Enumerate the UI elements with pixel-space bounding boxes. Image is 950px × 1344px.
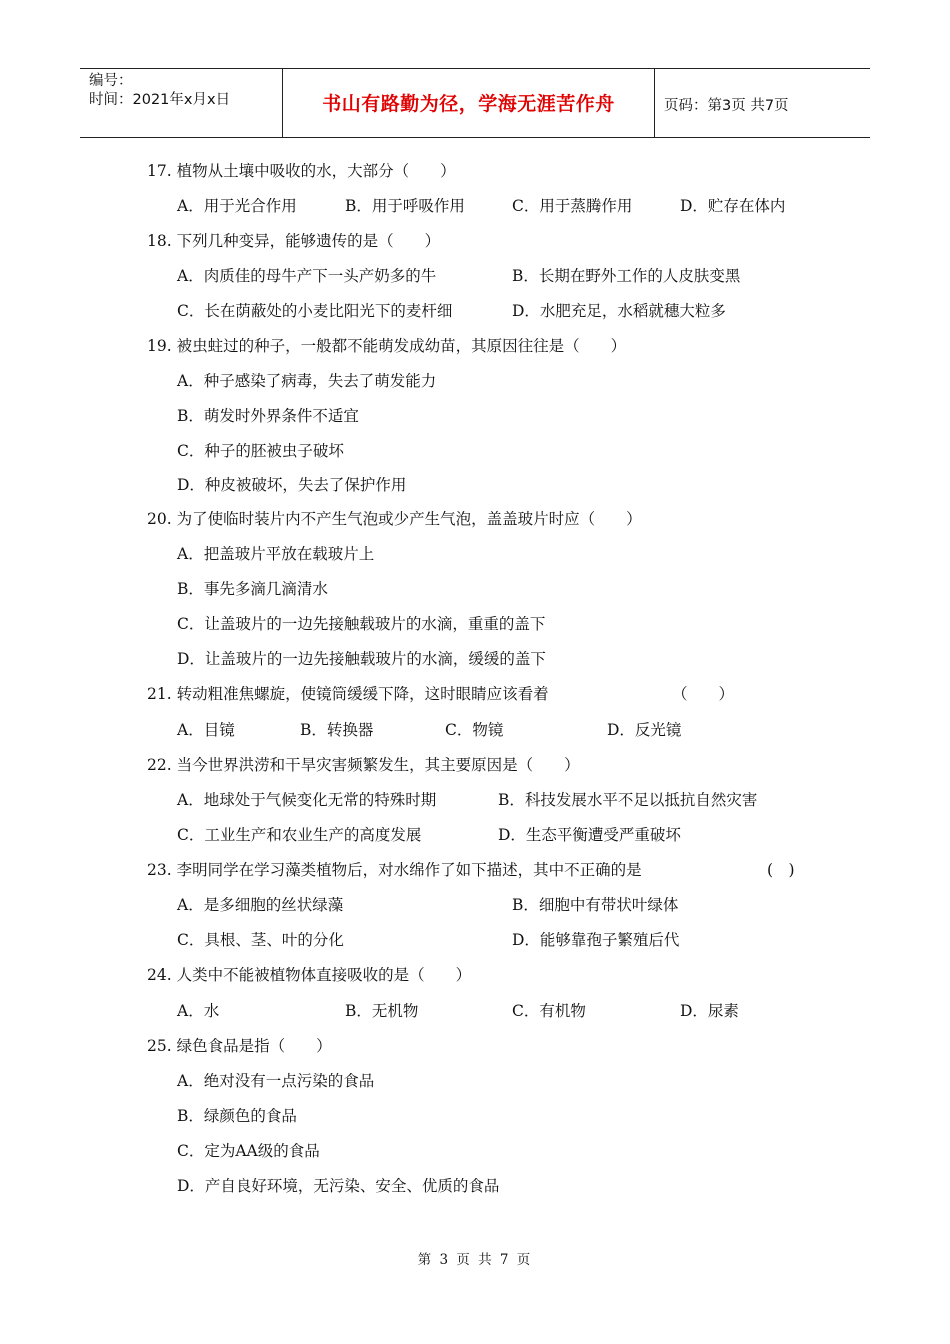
question-25-option-c: C．定为AA级的食品	[177, 1142, 320, 1160]
question-19-option-c: C．种子的胚被虫子破坏	[177, 442, 344, 460]
question-17-stem: 17. 植物从土壤中吸收的水，大部分（ ）	[147, 162, 456, 180]
question-25-option-d: D．产自良好环境，无污染、安全、优质的食品	[177, 1177, 500, 1195]
question-22-option-d: D．生态平衡遭受严重破坏	[498, 826, 681, 844]
question-22-option-b: B．科技发展水平不足以抵抗自然灾害	[498, 791, 758, 809]
question-21-option-c: C．物镜	[445, 721, 504, 739]
question-18-stem: 18. 下列几种变异，能够遗传的是（ ）	[147, 232, 441, 250]
question-23-option-d: D．能够靠孢子繁殖后代	[512, 931, 680, 949]
question-23-stem: 23. 李明同学在学习藻类植物后，对水绵作了如下描述，其中不正确的是	[147, 861, 642, 879]
question-21-stem: 21. 转动粗准焦螺旋，使镜筒缓缓下降，这时眼睛应该看着	[147, 685, 549, 703]
question-18-option-d: D．水肥充足，水稻就穗大粒多	[512, 302, 726, 320]
question-25-option-b: B．绿颜色的食品	[177, 1107, 297, 1125]
date-label: 时间：2021年x月x日	[89, 92, 231, 108]
question-23-option-a: A．是多细胞的丝状绿藻	[177, 896, 344, 914]
header-page-info: 页码：第3页 共7页	[664, 98, 789, 114]
question-21-option-d: D．反光镜	[607, 721, 682, 739]
question-20-option-d: D．让盖玻片的一边先接触载玻片的水滴，缓缓的盖下	[177, 650, 546, 668]
question-19-option-b: B．萌发时外界条件不适宜	[177, 407, 359, 425]
question-23-option-b: B．细胞中有带状叶绿体	[512, 896, 679, 914]
question-22-option-c: C．工业生产和农业生产的高度发展	[177, 826, 422, 844]
question-20-option-a: A．把盖玻片平放在载玻片上	[177, 545, 375, 563]
question-19-stem: 19. 被虫蛀过的种子，一般都不能萌发成幼苗，其原因往往是（ ）	[147, 337, 627, 355]
question-19-option-a: A．种子感染了病毒，失去了萌发能力	[177, 372, 437, 390]
question-23-answer-bracket: ( )	[767, 861, 795, 879]
question-22-stem: 22. 当今世界洪涝和干旱灾害频繁发生，其主要原因是（ ）	[147, 756, 580, 774]
header-motto: 书山有路勤为径，学海无涯苦作舟	[322, 93, 615, 115]
question-25-stem: 25. 绿色食品是指（ ）	[147, 1037, 332, 1055]
question-17-option-d: D．贮存在体内	[680, 197, 786, 215]
question-20-option-b: B．事先多滴几滴清水	[177, 580, 328, 598]
question-18-option-a: A．肉质佳的母牛产下一头产奶多的牛	[177, 267, 437, 285]
question-18-option-c: C．长在荫蔽处的小麦比阳光下的麦杆细	[177, 302, 453, 320]
question-18-option-b: B．长期在野外工作的人皮肤变黑	[512, 267, 741, 285]
question-21-answer-bracket: （ ）	[672, 685, 735, 703]
question-17-option-a: A．用于光合作用	[177, 197, 297, 215]
number-label: 编号：	[89, 73, 133, 89]
question-24-option-b: B．无机物	[345, 1002, 419, 1020]
question-17-option-b: B．用于呼吸作用	[345, 197, 465, 215]
document-header	[80, 68, 870, 138]
question-22-option-a: A．地球处于气候变化无常的特殊时期	[177, 791, 437, 809]
header-meta	[89, 72, 230, 110]
header-divider	[654, 69, 655, 137]
question-21-option-b: B．转换器	[300, 721, 374, 739]
question-21-option-a: A．目镜	[177, 721, 235, 739]
question-24-option-a: A．水	[177, 1002, 220, 1020]
question-19-option-d: D．种皮被破坏，失去了保护作用	[177, 476, 407, 494]
question-20-stem: 20. 为了使临时装片内不产生气泡或少产生气泡，盖盖玻片时应（ ）	[147, 510, 642, 528]
question-17-option-c: C．用于蒸腾作用	[512, 197, 633, 215]
question-25-option-a: A．绝对没有一点污染的食品	[177, 1072, 375, 1090]
question-23-option-c: C．具根、茎、叶的分化	[177, 931, 344, 949]
question-20-option-c: C．让盖玻片的一边先接触载玻片的水滴，重重的盖下	[177, 615, 546, 633]
question-24-stem: 24. 人类中不能被植物体直接吸收的是（ ）	[147, 966, 472, 984]
page-footer: 第 3 页 共 7 页	[417, 1252, 533, 1268]
question-24-option-d: D．尿素	[680, 1002, 739, 1020]
question-24-option-c: C．有机物	[512, 1002, 586, 1020]
